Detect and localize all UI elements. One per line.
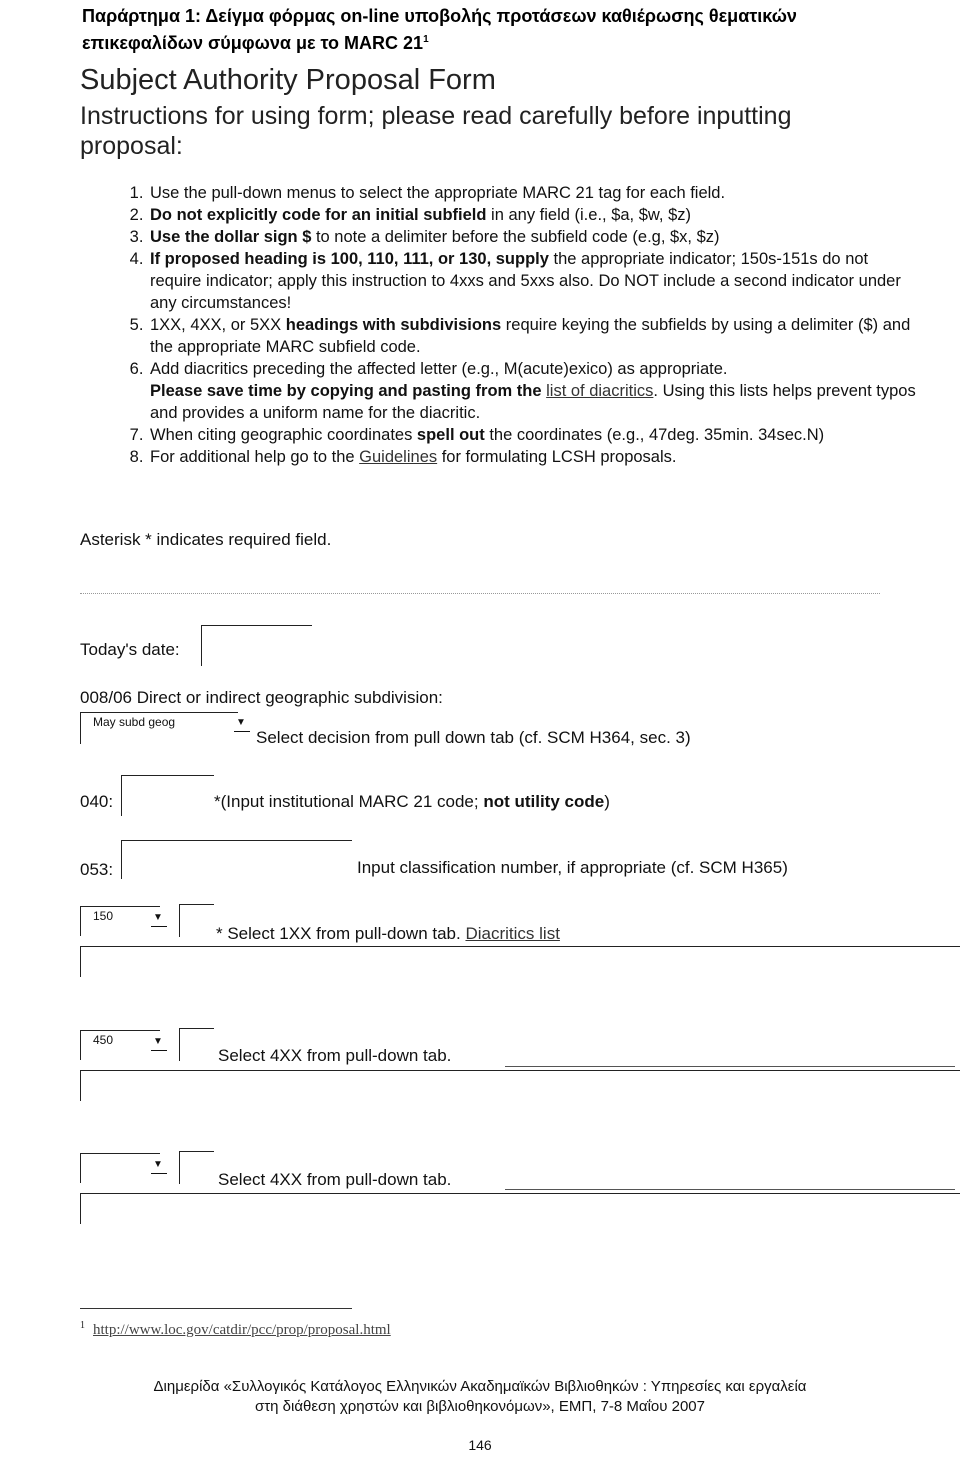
dropdown-arrow-icon[interactable]: ▼ [153,1036,163,1047]
geo-subdivision-value: May subd geog [93,715,176,729]
hint-rule [505,1189,955,1190]
footer-line1: Διημερίδα «Συλλογικός Κατάλογος Ελληνικών Ακαδημαϊκών Βιβλιοθηκών : Υπηρεσίες και εργαλεία [153,1378,807,1395]
tag2-hint: Select 4XX from pull-down tab. [218,1046,452,1065]
geo-subdivision-label: 008/06 Direct or indirect geographic subdivision: [80,688,443,707]
appendix-header [82,4,882,55]
f053-label: 053: [80,860,114,879]
footnote-rule [80,1308,352,1309]
instruction-item: 4. If proposed heading is 100, 110, 111, or 130, supply the appropriate indicator; 150s-151s do not require indicator; apply this instruction to 4xxs and 5xxs also. Do NOT include a second indicator under any circumstances! [148,248,918,314]
tag1-hint: * Select 1XX from pull-down tab. Diacritics list [216,924,560,943]
diacritics-link[interactable]: list of diacritics [546,382,654,400]
footnote-url[interactable]: http://www.loc.gov/catdir/pcc/prop/proposal.html [93,1322,391,1338]
footnote-ref: 1 [423,34,429,45]
todays-date-input[interactable] [201,625,312,666]
f053-hint: Input classification number, if appropriate (cf. SCM H365) [357,858,788,877]
tag-select-1xx-value: 150 [93,909,114,923]
f040-input[interactable] [121,775,214,816]
hint-rule [505,1066,955,1067]
f053-input[interactable] [121,840,352,879]
footer-line2: στη διάθεση χρηστών και βιβλιοθηκονόμων», ΕΜΠ, 7-8 Μαΐου 2007 [254,1398,705,1415]
appendix-header-line1: Παράρτημα 1: Δείγμα φόρμας on-line υποβολής προτάσεων καθιέρωσης θεματικών [82,6,797,26]
indicator-input-1[interactable] [179,904,214,937]
instruction-item: 5. 1XX, 4XX, or 5XX headings with subdivisions require keying the subfields by using a delimiter ($) and the appropriate MARC subfield code. [148,314,918,358]
instruction-item: 8. For additional help go to the Guidelines for formulating LCSH proposals. [148,446,918,468]
instruction-item: 3. Use the dollar sign $ to note a delimiter before the subfield code (e.g, $x, $z) [148,226,918,248]
appendix-header-line2: επικεφαλίδων σύμφωνα με το MARC $21^1$ [82,33,429,53]
geo-subdivision-select[interactable] [80,712,238,744]
dropdown-arrow-icon[interactable]: ▼ [153,1159,163,1170]
heading-input-2[interactable] [80,1070,960,1101]
instruction-item: 7. When citing geographic coordinates spell out the coordinates (e.g., 47deg. 35min. 34sec.N) [148,424,918,446]
footnote: $^1$ http://www.loc.gov/catdir/pcc/prop/proposal.html [80,1320,391,1338]
separator [80,593,880,594]
heading-input-1[interactable] [80,946,960,977]
heading-input-3[interactable] [80,1193,960,1224]
instruction-item: 1. Use the pull-down menus to select the appropriate MARC 21 tag for each field. [148,182,918,204]
tag-select-4xx-2[interactable] [80,1153,160,1183]
todays-date-label: Today's date: [80,640,180,659]
required-note: Asterisk * indicates required field. [80,530,332,549]
tag-select-4xx-1[interactable] [80,1030,160,1060]
diacritics-list-link[interactable]: Diacritics list [465,924,560,943]
instructions-list [116,182,918,468]
f040-label: 040: [80,792,114,811]
instruction-item: 2. Do not explicitly code for an initial subfield in any field (i.e., $a, $w, $z) [148,204,918,226]
guidelines-link[interactable]: Guidelines [359,448,438,466]
indicator-input-3[interactable] [179,1151,214,1184]
page-number: 146 [468,1437,492,1453]
tag-select-4xx-1-value: 450 [93,1033,114,1047]
tag-select-1xx[interactable] [80,906,160,936]
dropdown-arrow-icon[interactable]: ▼ [236,717,246,728]
instructions-heading: Instructions for using form; please read carefully before inputting proposal: [80,102,792,160]
tag3-hint: Select 4XX from pull-down tab. [218,1170,452,1189]
dropdown-arrow-icon[interactable]: ▼ [153,912,163,923]
instruction-item: 6. Add diacritics preceding the affected letter (e.g., M(acute)exico) as appropriate. Please save time by copying and pasting from the list of diacritics. Using this lists helps prevent typos and provides a uniform name for the diacritic. [148,358,918,424]
geo-subdivision-hint: Select decision from pull down tab (cf. SCM H364, sec. 3) [256,728,691,747]
form-title: Subject Authority Proposal Form [80,64,496,96]
f040-hint: *(Input institutional MARC 21 code; not utility code) [214,792,610,811]
indicator-input-2[interactable] [179,1028,214,1061]
